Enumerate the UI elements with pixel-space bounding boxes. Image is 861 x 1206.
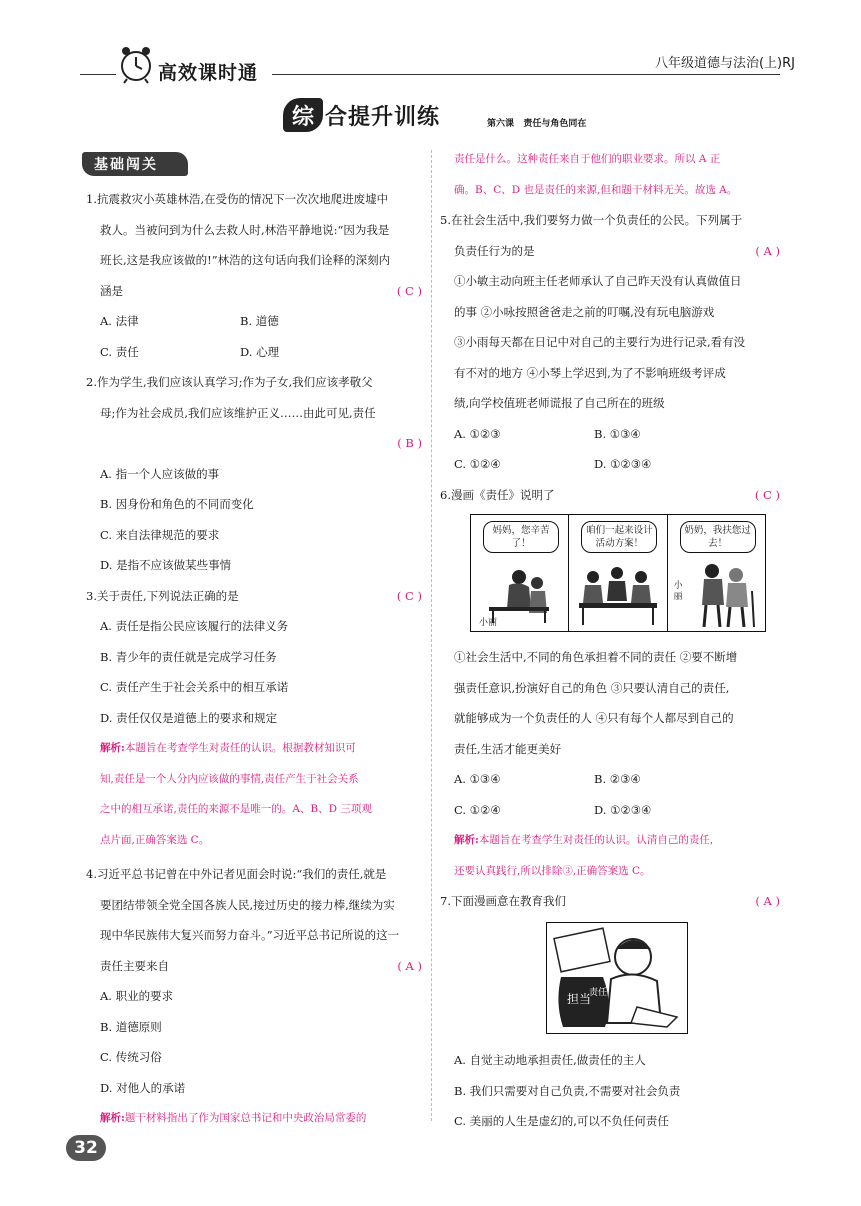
left-column	[86, 184, 422, 1134]
q6-item: 就能够成为一个负责任的人 ④只有每个人都尽到自己的	[454, 711, 734, 725]
bag-label-2	[589, 986, 607, 998]
option: B. 我们只需要对自己负责,不需要对社会负责	[454, 1083, 681, 1098]
cartoon-responsibility	[470, 514, 766, 632]
lesson-label	[487, 116, 586, 129]
page-number: 32	[66, 1135, 106, 1161]
analysis-line: 之中的相互承诺,责任的来源不是唯一的。A、B、D 三项观	[100, 803, 372, 815]
q4-answer: ( A )	[397, 958, 422, 973]
q1-line: 涵是	[100, 283, 123, 298]
option: C. 美丽的人生是虚幻的,可以不负任何责任	[454, 1114, 669, 1128]
analysis-line: 点片面,正确答案选 C。	[100, 833, 210, 846]
option: D. 是指不应该做某些事情	[100, 558, 232, 572]
q2-line: 母;作为社会成员,我们应该维护正义……由此可见,责任	[100, 405, 376, 420]
question-7	[440, 886, 780, 917]
option: B. 道德	[240, 314, 279, 328]
q5-item: 有不对的地方 ④小琴上学迟到,为了不影响班级考评成	[454, 365, 726, 380]
q7-answer: ( A )	[755, 894, 780, 908]
option: D. 心理	[240, 344, 280, 359]
q1-options-row	[86, 337, 422, 368]
analysis-line: 确。B、C、D 也是责任的来源,但和题干材料无关。故选 A。	[454, 183, 738, 196]
option: C. 来自法律规范的要求	[100, 527, 220, 542]
option: D. ①②③④	[594, 802, 652, 817]
analysis-line: 还要认真践行,所以排除③,正确答案选 C。	[454, 864, 651, 877]
q2-answer: ( B )	[397, 436, 422, 450]
q1-options-row	[86, 306, 422, 337]
q5-line: 负责任行为的是	[454, 243, 535, 258]
q1-answer: ( C )	[396, 283, 422, 298]
q4-line: 责任主要来自	[100, 958, 169, 973]
section-tag: 基础闯关	[82, 152, 188, 176]
option: C. 传统习俗	[100, 1050, 162, 1064]
speech-bubble: 妈妈，您辛苦了！	[483, 521, 559, 553]
title-text: 合提升训练	[325, 104, 441, 130]
option: A. ①③④	[454, 772, 501, 786]
option: C. ①②④	[454, 802, 501, 817]
speech-bubble: 咱们一起来设计活动方案！	[581, 521, 657, 553]
alarm-clock-icon	[118, 44, 154, 84]
header-rule-left	[80, 74, 116, 75]
q5-options-row	[440, 449, 780, 480]
q1-line: 班长,这是我应该做的!”林浩的这句话向我们诠释的深刻内	[100, 253, 391, 267]
analysis-label: 解析:	[100, 1112, 125, 1124]
option: C. ①②④	[454, 457, 501, 471]
option: A. 法律	[100, 314, 139, 328]
q3-stem: 3.关于责任,下列说法正确的是	[86, 588, 239, 603]
q4-line: 现中华民族伟大复兴而努力奋斗。”习近平总书记所说的这一	[100, 928, 400, 942]
header-rule-right	[272, 74, 780, 75]
q6-item: 责任,生活才能更美好	[454, 741, 562, 756]
option: A. 自觉主动地承担责任,做责任的主人	[454, 1053, 646, 1067]
analysis-line: 本题旨在考查学生对责任的认识。认清自己的责任,	[478, 834, 714, 846]
carrying-bag-illustration	[547, 923, 686, 1032]
q6-options-row	[440, 795, 780, 826]
q1-line: 救人。当被问到为什么去救人时,林浩平静地说:“因为我是	[100, 222, 390, 237]
option: A. ①②③	[454, 426, 501, 441]
column-divider	[431, 150, 432, 1121]
q5-item: ①小敏主动向班主任老师承认了自己昨天没有认真做值日	[454, 274, 742, 288]
analysis-label: 解析:	[100, 742, 125, 754]
helping-grandma-illustration	[690, 561, 760, 629]
q4-line: 4.习近平总书记曾在中外记者见面会时说:“我们的责任,就是	[86, 867, 387, 881]
analysis-line: 责任是什么。这种责任来自于他们的职业要求。所以 A 正	[454, 153, 721, 165]
q3-analysis	[86, 733, 422, 764]
lesson-number: 第六课	[487, 119, 515, 129]
question-3	[86, 581, 422, 856]
title-badge: 综	[283, 98, 323, 132]
option: B. ②③④	[594, 772, 641, 786]
q1-line: 1.抗震救灾小英雄林浩,在受伤的情况下一次次地爬进废墟中	[86, 192, 389, 206]
q5-answer: ( A )	[755, 243, 780, 258]
speech-bubble: 奶奶，我扶您过去！	[680, 521, 756, 553]
option: B. 道德原则	[100, 1019, 162, 1034]
q6-analysis	[440, 825, 780, 856]
bag-label	[567, 991, 591, 1006]
option: D. 责任仅仅是道德上的要求和规定	[100, 710, 278, 725]
q4-line: 要团结带领全党全国各族人民,接过历史的接力棒,继续为实	[100, 897, 395, 912]
option: C. 责任	[100, 344, 139, 359]
question-1	[86, 184, 422, 367]
q4-analysis	[86, 1103, 422, 1134]
bag-label-2-text: 责任	[589, 988, 608, 998]
cartoon-caption: 小丽	[479, 618, 498, 628]
q5-line: 5.在社会生活中,我们要努力做一个负责任的公民。下列属于	[440, 213, 743, 227]
brand-logo-text: 高效课时通	[158, 62, 259, 84]
q6-item: 强责任意识,扮演好自己的角色 ③只要认清自己的责任,	[454, 680, 730, 695]
q6-options-row	[440, 764, 780, 795]
option: B. ①③④	[594, 426, 641, 441]
question-6	[440, 480, 780, 511]
option: A. 责任是指公民应该履行的法律义务	[100, 619, 289, 633]
grade-label: 八年级道德与法治(上)RJ	[654, 56, 795, 71]
q6-stem: 6.漫画《责任》说明了	[440, 487, 555, 502]
analysis-line: 知,责任是一个人分内应该做的事情,责任产生于社会关系	[100, 772, 359, 785]
right-column	[440, 144, 780, 510]
q6-item: ①社会生活中,不同的角色承担着不同的责任 ②要不断增	[454, 650, 738, 664]
page-title	[283, 98, 440, 132]
cartoon-panel-1	[471, 515, 569, 631]
question-2	[86, 367, 422, 581]
q2-line: 2.作为学生,我们应该认真学习;作为子女,我们应该孝敬父	[86, 375, 373, 389]
analysis-label: 解析:	[454, 834, 479, 846]
option: C. 责任产生于社会关系中的相互承诺	[100, 680, 289, 694]
cartoon-panel-2	[569, 515, 667, 631]
cartoon-shoulder-responsibility	[546, 922, 688, 1034]
option: D. 对他人的承诺	[100, 1080, 186, 1095]
q7-stem: 7.下面漫画意在教育我们	[440, 894, 566, 908]
q6-answer: ( C )	[754, 487, 780, 502]
option: D. ①②③④	[594, 457, 652, 471]
bag-label-text: 担当	[567, 992, 592, 1006]
option: A. 指一个人应该做的事	[100, 466, 220, 481]
q5-item: ③小雨每天都在日记中对自己的主要行为进行记录,看有没	[454, 335, 746, 349]
option: A. 职业的要求	[100, 989, 174, 1003]
option: B. 青少年的责任就是完成学习任务	[100, 649, 277, 664]
question-4	[86, 859, 422, 1134]
question-5	[440, 205, 780, 480]
q5-item: 绩,向学校值班老师谎报了自己所在的班级	[454, 396, 665, 410]
option: B. 因身份和角色的不同而变化	[100, 497, 254, 511]
q5-options-row	[440, 419, 780, 450]
q3-answer: ( C )	[396, 588, 422, 603]
q7-options	[440, 1045, 780, 1137]
analysis-line: 题干材料指出了作为国家总书记和中央政治局常委的	[124, 1112, 367, 1124]
right-column-lower	[440, 642, 780, 917]
q5-item: 的事 ②小咏按照爸爸走之前的叮嘱,没有玩电脑游戏	[454, 304, 715, 319]
cartoon-caption: 小丽	[673, 581, 683, 602]
analysis-line: 本题旨在考查学生对责任的认识。根据教材知识可	[124, 742, 356, 754]
lesson-name: 责任与角色同在	[523, 119, 587, 129]
cartoon-panel-3	[668, 515, 765, 631]
classmates-illustration	[575, 563, 661, 627]
